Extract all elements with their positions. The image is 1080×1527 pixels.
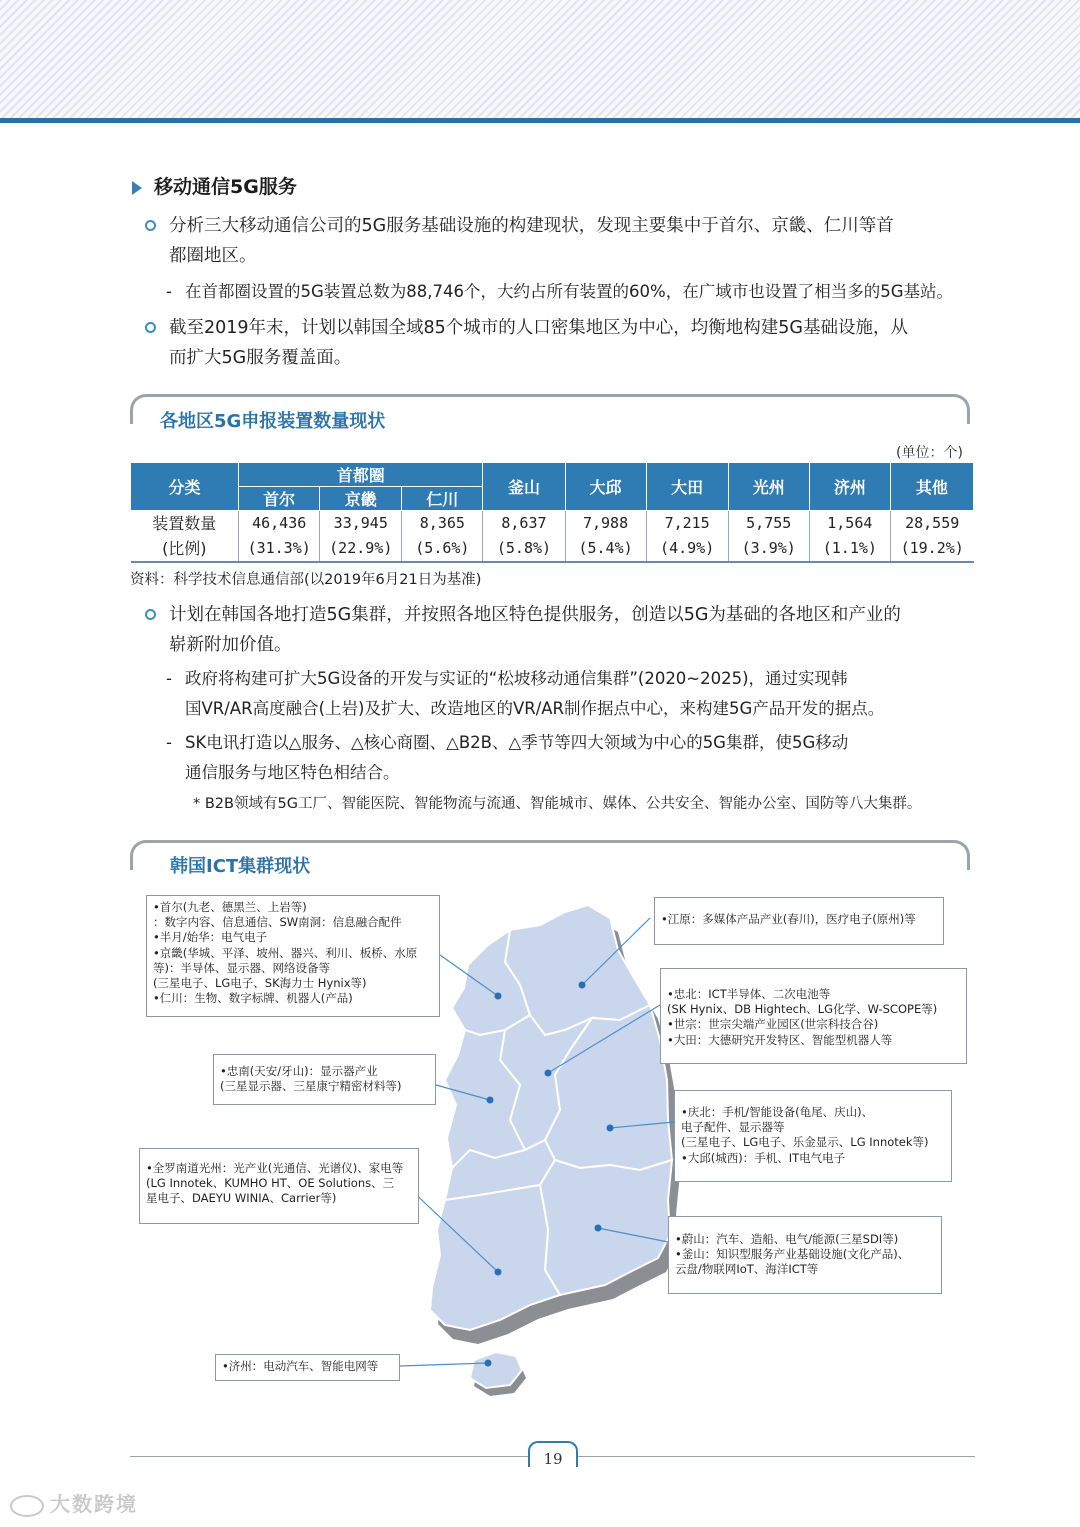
callout-line: 等)：半导体、显示器、网络设备等: [153, 960, 330, 975]
row-label-ratio: (比例): [131, 536, 239, 562]
page-number: 19: [543, 1450, 563, 1468]
table-unit: (单位：个): [896, 445, 963, 461]
header-busan: 釜山: [483, 463, 565, 511]
callout-line: •大邱(城西)：手机、IT电气电子: [681, 1150, 846, 1165]
ratio-cell: (19.2%): [890, 536, 973, 562]
callout-jeonnam: [139, 1148, 419, 1224]
header-gwangju: 光州: [728, 463, 809, 511]
callout-capital: [146, 895, 440, 1017]
callout-line: •济州：电动汽车、智能电网等: [222, 1359, 379, 1373]
header-daegu: 大邱: [565, 463, 646, 511]
callout-line: (LG Innotek、KUMHO HT、OE Solutions、三: [146, 1176, 395, 1191]
header-jeju: 济州: [809, 463, 890, 511]
section-title: 移动通信5G服务: [154, 176, 297, 198]
callout-line: •釜山：知识型服务产业基础设施(文化产品)、: [675, 1247, 910, 1262]
paragraph-3-line-2: 崭新附加价值。: [169, 635, 292, 655]
header-daejeon: 大田: [646, 463, 728, 511]
callout-line: •半月/始华：电气电子: [153, 930, 268, 945]
footnote: * B2B领域有5G工厂、智能医院、智能物流与流通、智能城市、媒体、公共安全、智能办公室、国防等八大集群。: [193, 796, 922, 812]
count-cell: 7,215: [646, 511, 728, 537]
count-cell: 33,945: [320, 511, 402, 537]
callout-line: •全罗南道光州：光产业(光通信、光谱仪)、家电等: [146, 1161, 404, 1175]
callout-gangwon: [654, 897, 944, 945]
map-title: 韩国ICT集群现状: [162, 852, 318, 878]
callout-line: •首尔(九老、德黑兰、上岩等): [153, 900, 307, 914]
header-category: 分类: [131, 463, 239, 511]
callout-line: (三星电子、LG电子、乐金显示、LG Innotek等): [681, 1135, 929, 1150]
callout-line: (SK Hynix、DB Hightech、LG化学、W-SCOPE等): [667, 1002, 938, 1017]
callout-line: 星电子、DAEYU WINIA、Carrier等): [146, 1191, 337, 1206]
callout-line: •世宗：世宗尖端产业园区(世宗科技合谷): [667, 1017, 879, 1032]
dash-marker: -: [166, 669, 172, 688]
ratio-cell: (5.8%): [483, 536, 565, 562]
ratio-cell: (4.9%): [646, 536, 728, 562]
watermark-logo-icon: [10, 1495, 44, 1517]
table-source: 资料：科学技术信息通信部(以2019年6月21日为基准): [130, 572, 482, 588]
watermark: 大数跨境: [10, 1488, 138, 1517]
callout-line: •庆北：手机/智能设备(龟尾、庆山)、: [681, 1105, 874, 1119]
ratio-cell: (5.6%): [402, 536, 483, 562]
count-cell: 1,564: [809, 511, 890, 537]
dash-text: 在首都圈设置的5G装置总数为88,746个，大约占所有装置的60%，在广域市也设置了相当多的5G基站。: [185, 282, 953, 301]
callout-line: •蔚山：汽车、造船、电气/能源(三星SDI等): [675, 1232, 899, 1246]
count-cell: 8,637: [483, 511, 565, 537]
header-capital-area: 首都圈: [239, 463, 483, 487]
header-gyeonggi: 京畿: [320, 487, 402, 511]
header-other: 其他: [890, 463, 973, 511]
dash-2-line-1: SK电讯打造以△服务、△核心商圈、△B2B、△季节等四大领域为中心的5G集群，使5G移动: [185, 733, 849, 752]
callout-line: •忠北：ICT半导体、二次电池等: [667, 987, 831, 1001]
count-cell: 7,988: [565, 511, 646, 537]
dash-marker: -: [166, 282, 172, 301]
callout-line: ：数字内容、信息通信、SW南洞：信息融合配件: [153, 915, 402, 930]
header-incheon: 仁川: [402, 487, 483, 511]
callout-line: •江原：多媒体产品产业(春川)，医疗电子(原州)等: [661, 912, 916, 926]
paragraph-1-line-2: 都圈地区。: [169, 246, 257, 266]
callout-line: •大田：大德研究开发特区、智能型机器人等: [667, 1032, 893, 1047]
callout-jeju: [215, 1354, 400, 1381]
callout-gyeongbuk: [674, 1090, 952, 1182]
callout-line: (三星显示器、三星康宁精密材料等): [220, 1079, 402, 1094]
ratio-cell: (5.4%): [565, 536, 646, 562]
map-land: [430, 905, 672, 1388]
row-label-count: 装置数量: [131, 511, 239, 537]
count-cell: 46,436: [239, 511, 320, 537]
paragraph-2-line-2: 而扩大5G服务覆盖面。: [169, 348, 352, 368]
callout-line: •仁川：生物、数字标牌、机器人(产品): [153, 991, 353, 1006]
callout-line: (三星电子、LG电子、SK海力士 Hynix等): [153, 976, 367, 991]
callout-line: •京畿(华城、平泽、坡州、器兴、利川、板桥、水原: [153, 945, 418, 960]
callout-chungnam: [213, 1054, 436, 1105]
callout-line: 电子配件、显示器等: [681, 1120, 785, 1135]
ratio-cell: (31.3%): [239, 536, 320, 562]
dash-1-line-2: 国VR/AR高度融合(上岩)及扩大、改造地区的VR/AR制作据点中心，来构建5G产品开发的据点。: [185, 699, 885, 718]
callout-line: 云盘/物联网IoT、海洋ICT等: [675, 1262, 819, 1277]
dash-1-line-1: 政府将构建可扩大5G设备的开发与实证的“松坡移动通信集群”(2020~2025)，通过实现韩: [185, 669, 848, 688]
count-cell: 5,755: [728, 511, 809, 537]
dash-2-line-2: 通信服务与地区特色相结合。: [185, 763, 400, 782]
callout-gyeongnam: [668, 1216, 942, 1294]
paragraph-1-line-1: 分析三大移动通信公司的5G服务基础设施的构建现状，发现主要集中于首尔、京畿、仁川等首: [169, 216, 894, 236]
count-cell: 8,365: [402, 511, 483, 537]
ratio-cell: (3.9%): [728, 536, 809, 562]
callout-line: •忠南(天安/牙山)：显示器产业: [220, 1064, 378, 1078]
callout-chungbuk: [660, 968, 967, 1064]
ratio-cell: (1.1%): [809, 536, 890, 562]
dash-marker: -: [166, 733, 172, 752]
table-title: 各地区5G申报装置数量现状: [152, 407, 393, 433]
ratio-cell: (22.9%): [320, 536, 402, 562]
paragraph-2-line-1: 截至2019年末，计划以韩国全域85个城市的人口密集地区为中心，均衡地构建5G基础设施，从: [169, 318, 908, 338]
header-seoul: 首尔: [239, 487, 320, 511]
paragraph-3-line-1: 计划在韩国各地打造5G集群，并按照各地区特色提供服务，创造以5G为基础的各地区和产业的: [169, 605, 901, 625]
count-cell: 28,559: [905, 514, 960, 532]
